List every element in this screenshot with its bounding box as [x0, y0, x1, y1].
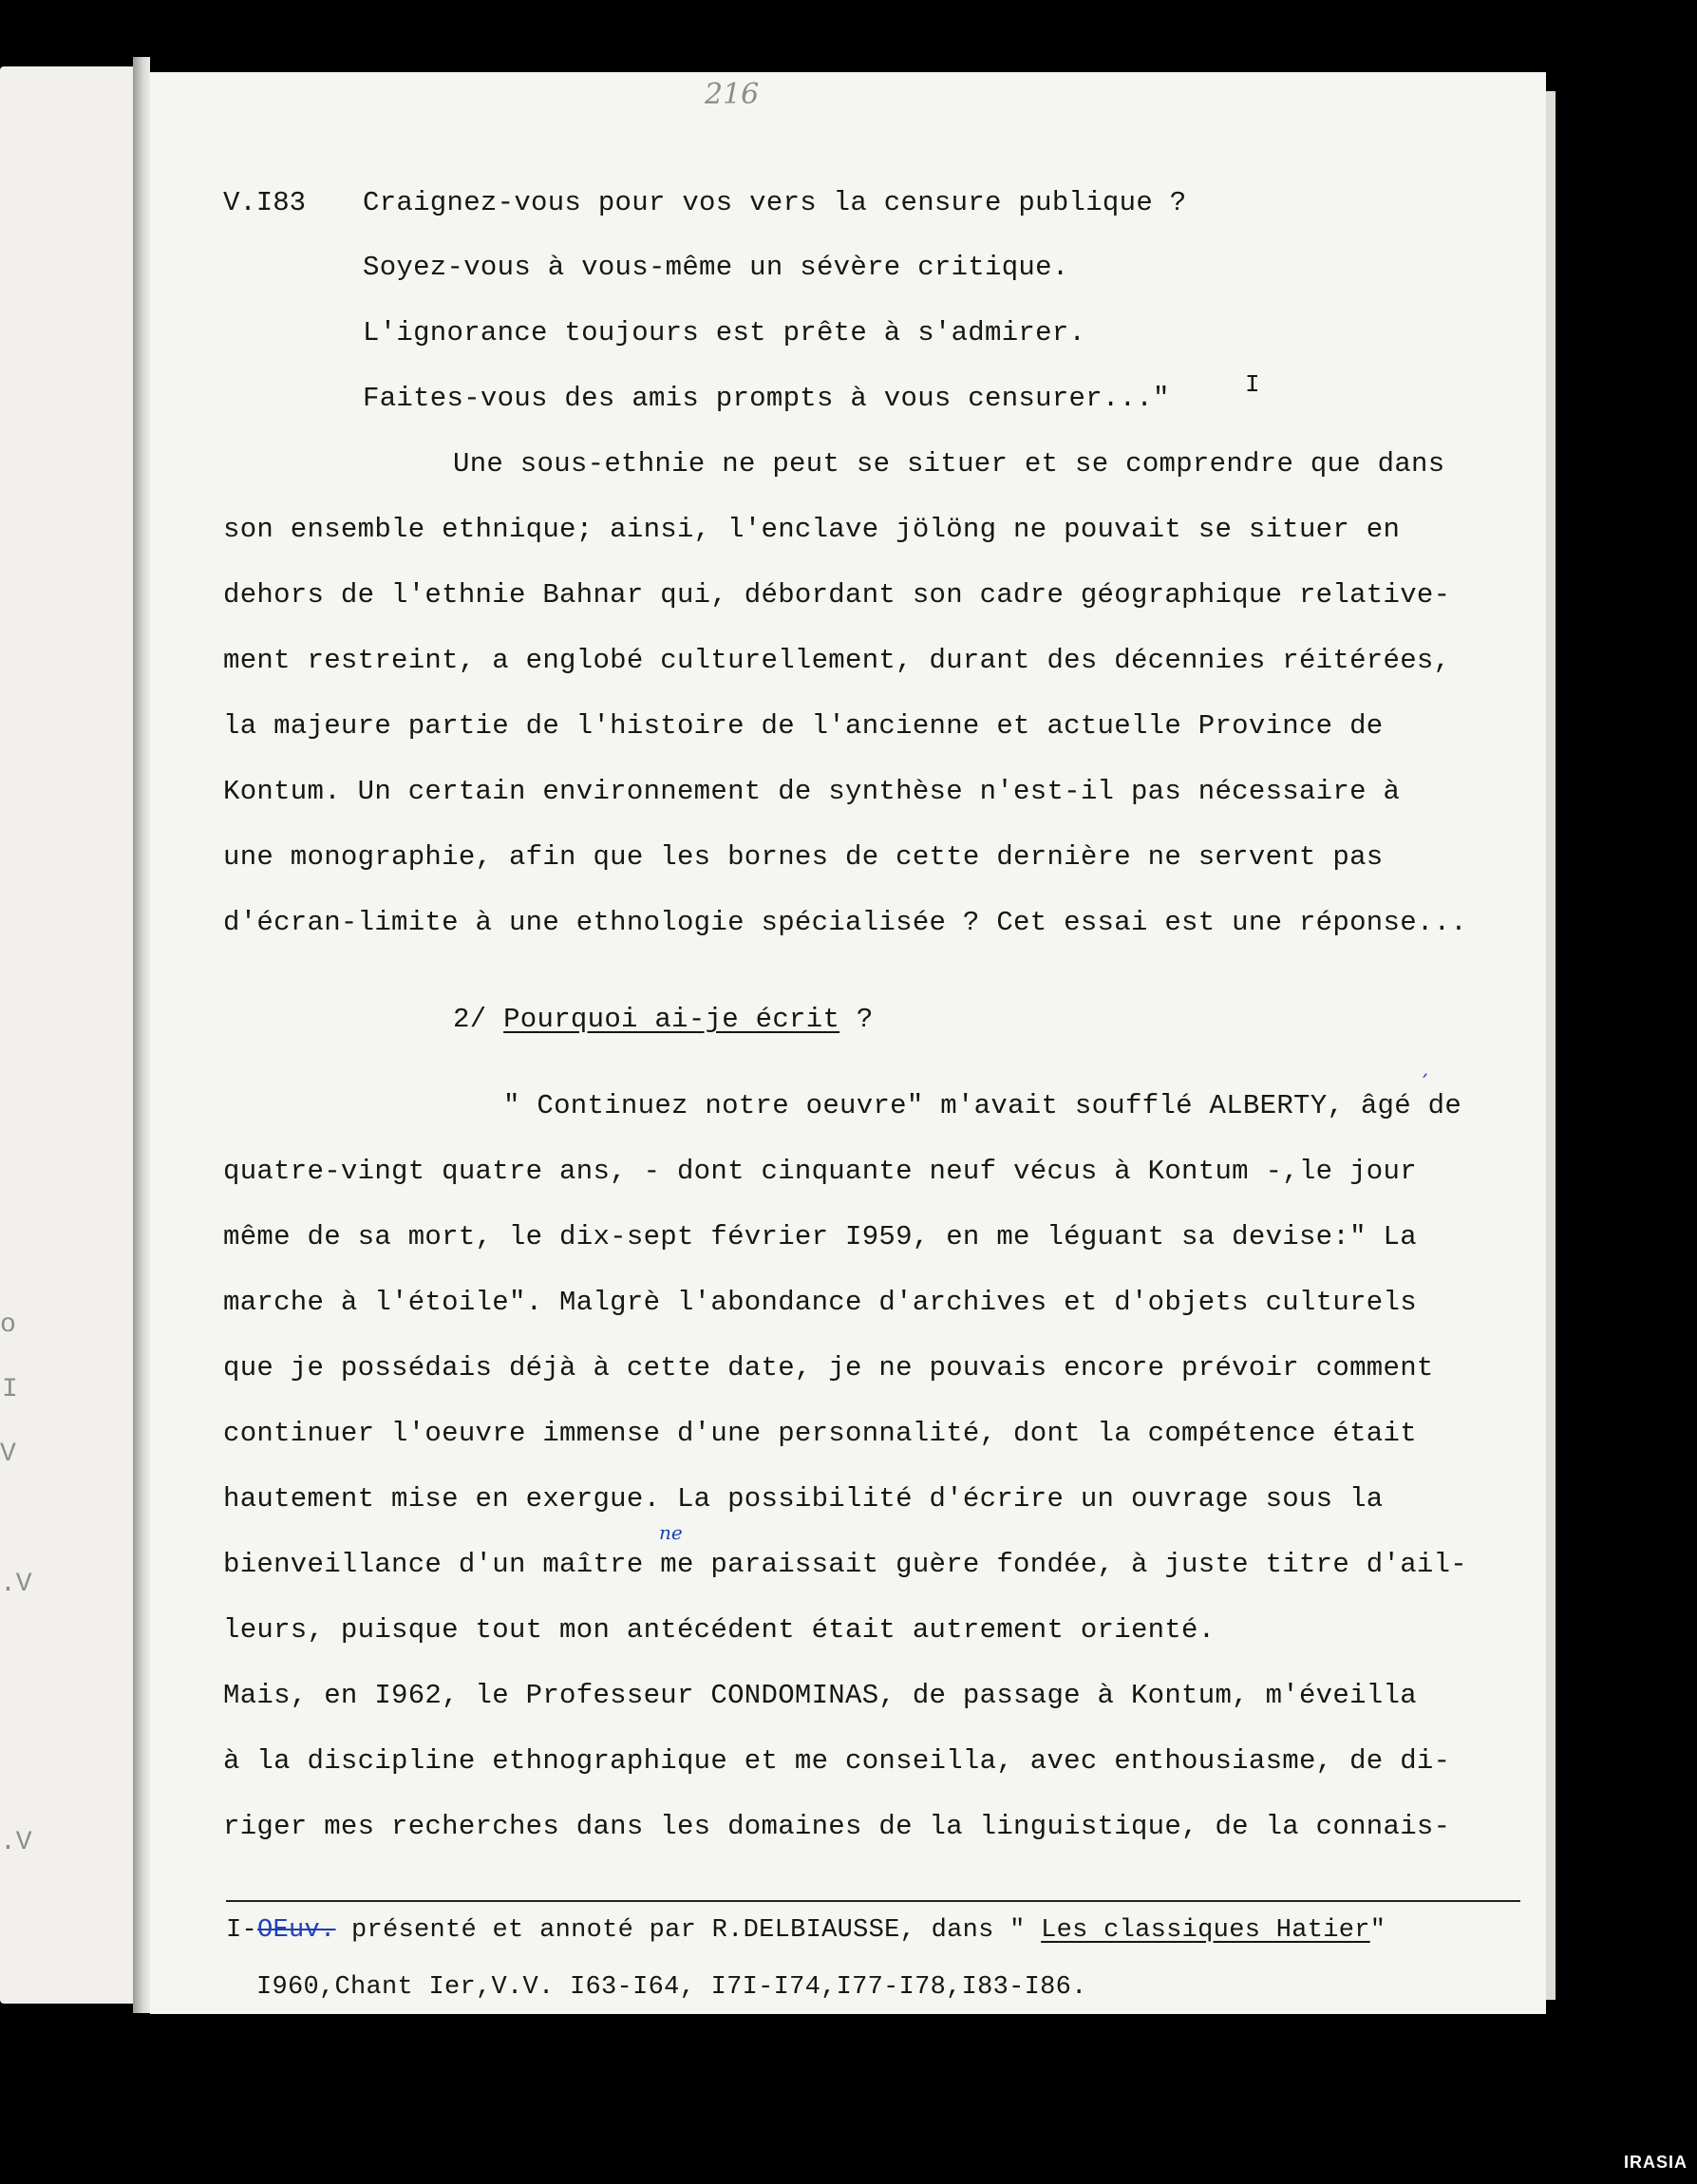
- book-gutter: [133, 57, 150, 2013]
- footnote-book-title: Les classiques Hatier: [1041, 1916, 1370, 1945]
- facing-page-fragment: .V: [0, 1828, 32, 1857]
- facing-page-fragment: V: [0, 1440, 16, 1469]
- text-line: hautement mise en exergue. La possibilité d'écrire un ouvrage sous la: [223, 1483, 1384, 1515]
- watermark: IRASIA: [1623, 2153, 1688, 2172]
- facing-page-fragment: I: [2, 1375, 18, 1404]
- text-line: la majeure partie de l'histoire de l'ancienne et actuelle Province de: [223, 710, 1384, 742]
- text-line: Craignez-vous pour vos vers la censure publique ?: [363, 187, 1187, 218]
- footnote-line: I960,Chant Ier,V.V. I63-I64, I7I-I74,I77-I78,I83-I86.: [256, 1973, 1087, 2002]
- handwritten-correction: ne: [659, 1521, 683, 1544]
- page-edge: [1546, 91, 1556, 2000]
- section-heading: 2/ Pourquoi ai-je écrit ?: [453, 1004, 874, 1035]
- text-line: d'écran-limite à une ethnologie spécialisée ? Cet essai est une réponse...: [223, 907, 1468, 938]
- text-line: une monographie, afin que les bornes de cette dernière ne servent pas: [223, 841, 1384, 873]
- page-number: 216: [705, 78, 760, 111]
- text-line: L'ignorance toujours est prête à s'admirer.: [363, 317, 1086, 348]
- struck-text: OEuv.: [257, 1916, 336, 1945]
- section-heading-title: Pourquoi ai-je écrit: [503, 1004, 840, 1035]
- text-line: même de sa mort, le dix-sept février I959, en me léguant sa devise:" La: [223, 1221, 1417, 1252]
- text-line: Kontum. Un certain environnement de synthèse n'est-il pas nécessaire à: [223, 776, 1401, 807]
- facing-page: [0, 66, 133, 2004]
- text-line: à la discipline ethnographique et me conseilla, avec enthousiasme, de di-: [223, 1745, 1451, 1777]
- footnote-marker: I: [1245, 370, 1260, 399]
- text-line: que je possédais déjà à cette date, je ne pouvais encore prévoir comment: [223, 1352, 1434, 1384]
- verse-reference: V.I83: [223, 187, 307, 218]
- footnote-line: I-OEuv. présenté et annoté par R.DELBIAUSSE, dans " Les classiques Hatier": [226, 1916, 1386, 1945]
- text-line: Faites-vous des amis prompts à vous censurer...": [363, 383, 1170, 414]
- document-page: [150, 72, 1546, 2014]
- text-line: son ensemble ethnique; ainsi, l'enclave jölöng ne pouvait se situer en: [223, 514, 1401, 545]
- text-line: riger mes recherches dans les domaines de la linguistique, de la connais-: [223, 1811, 1451, 1842]
- ink-accent-mark: ˊ: [1419, 1073, 1429, 1097]
- text-line: continuer l'oeuvre immense d'une personnalité, dont la compétence était: [223, 1418, 1417, 1449]
- text-line: bienveillance d'un maître me paraissait guère fondée, à juste titre d'ail-: [223, 1549, 1468, 1580]
- text-line: leurs, puisque tout mon antécédent était autrement orienté.: [223, 1614, 1216, 1646]
- text-line: ment restreint, a englobé culturellement, durant des décennies réitérées,: [223, 645, 1451, 676]
- text-line: marche à l'étoile". Malgrè l'abondance d'archives et d'objets culturels: [223, 1287, 1417, 1318]
- facing-page-fragment: .V: [0, 1570, 32, 1599]
- text-line: dehors de l'ethnie Bahnar qui, débordant son cadre géographique relative-: [223, 579, 1451, 611]
- text-line: " Continuez notre oeuvre" m'avait soufflé ALBERTY, âgé de: [503, 1090, 1462, 1121]
- text-line: Soyez-vous à vous-même un sévère critique.: [363, 252, 1069, 283]
- text-line: Mais, en I962, le Professeur CONDOMINAS, de passage à Kontum, m'éveilla: [223, 1680, 1417, 1711]
- footnote-divider: [226, 1900, 1520, 1902]
- text-line: quatre-vingt quatre ans, - dont cinquante neuf vécus à Kontum -,le jour: [223, 1156, 1417, 1187]
- text-line: Une sous-ethnie ne peut se situer et se comprendre que dans: [453, 448, 1445, 480]
- facing-page-fragment: o: [0, 1310, 16, 1340]
